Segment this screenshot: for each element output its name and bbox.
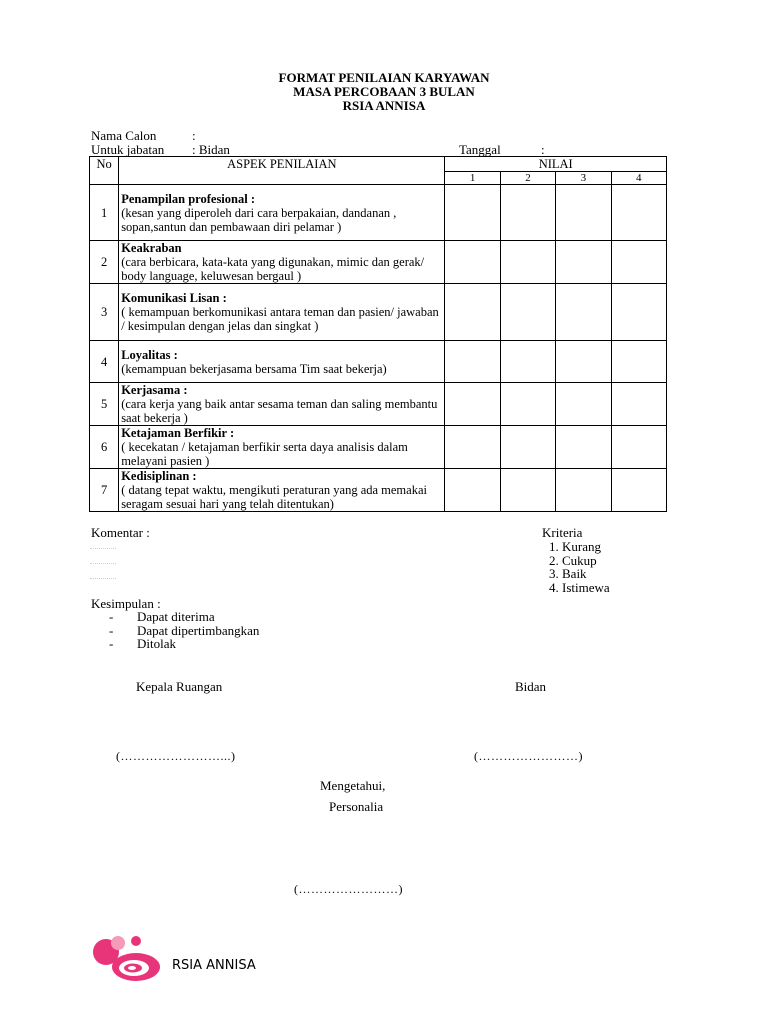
aspek-title: Loyalitas : bbox=[121, 347, 178, 362]
aspek-title: Kedisiplinan : bbox=[121, 469, 197, 483]
score-cell-3[interactable] bbox=[556, 469, 611, 512]
score-cell-4[interactable] bbox=[611, 341, 666, 383]
komentar-line-1[interactable] bbox=[90, 548, 116, 549]
score-cell-3[interactable] bbox=[556, 341, 611, 383]
score-cell-4[interactable] bbox=[611, 284, 666, 341]
row-no: 1 bbox=[90, 185, 119, 241]
table-row bbox=[90, 284, 667, 341]
score-cell-3[interactable] bbox=[556, 284, 611, 341]
tanggal-label: Tanggal bbox=[459, 142, 501, 157]
assessment-table bbox=[89, 156, 667, 512]
aspek-title: Komunikasi Lisan : bbox=[121, 291, 227, 305]
score-cell-2[interactable] bbox=[500, 383, 555, 426]
title-line-3: RSIA ANNISA bbox=[342, 98, 426, 113]
bidan-label: Bidan bbox=[515, 679, 547, 694]
row-no: 5 bbox=[90, 383, 119, 426]
table-row bbox=[90, 469, 667, 512]
mengetahui-label: Mengetahui, bbox=[320, 778, 386, 793]
kepala-ruangan-label: Kepala Ruangan bbox=[136, 679, 223, 694]
logo-text: RSIA ANNISA bbox=[172, 958, 256, 973]
aspek-desc: ( kecekatan / ketajaman berfikir serta daya analisis dalam melayani pasien ) bbox=[121, 440, 408, 468]
score-cell-3[interactable] bbox=[556, 426, 611, 469]
score-cell-1[interactable] bbox=[445, 383, 500, 426]
score-cell-2[interactable] bbox=[500, 284, 555, 341]
score-cell-2[interactable] bbox=[500, 185, 555, 241]
score-cell-1[interactable] bbox=[445, 284, 500, 341]
nama-colon: : bbox=[192, 128, 196, 143]
signature-line-right: (……………………) bbox=[474, 749, 583, 763]
kriteria-list bbox=[540, 540, 610, 594]
score-header-4: 4 bbox=[611, 172, 666, 185]
score-cell-4[interactable] bbox=[611, 469, 666, 512]
kriteria-item: 1. Kurang bbox=[562, 540, 610, 554]
row-aspek bbox=[119, 383, 445, 426]
aspek-desc: (cara kerja yang baik antar sesama teman dan saling membantu saat bekerja ) bbox=[121, 397, 438, 425]
score-cell-4[interactable] bbox=[611, 241, 666, 284]
col-no-header: No bbox=[90, 157, 119, 185]
score-cell-4[interactable] bbox=[611, 383, 666, 426]
row-no: 4 bbox=[90, 341, 119, 383]
score-header-3: 3 bbox=[556, 172, 611, 185]
kriteria-item: 2. Cukup bbox=[562, 554, 610, 568]
nama-label: Nama Calon bbox=[91, 128, 157, 143]
rsia-annisa-logo-icon bbox=[92, 934, 172, 984]
score-cell-4[interactable] bbox=[611, 426, 666, 469]
table-row bbox=[90, 426, 667, 469]
tanggal-colon: : bbox=[541, 142, 545, 157]
aspek-desc: (kemampuan bekerjasama bersama Tim saat bekerja) bbox=[121, 361, 387, 376]
row-aspek bbox=[119, 241, 445, 284]
table-row bbox=[90, 241, 667, 284]
row-no: 7 bbox=[90, 469, 119, 512]
kesimpulan-item: - Ditolak bbox=[109, 637, 259, 651]
row-aspek bbox=[119, 469, 445, 512]
kesimpulan-label: Kesimpulan : bbox=[91, 596, 161, 611]
aspek-desc: (cara berbicara, kata-kata yang digunakan, mimic dan gerak/ body language, keluwesan bergaul ) bbox=[121, 255, 425, 283]
score-cell-2[interactable] bbox=[500, 469, 555, 512]
score-cell-3[interactable] bbox=[556, 185, 611, 241]
kriteria-label: Kriteria bbox=[542, 525, 583, 540]
col-nilai-header: NILAI bbox=[445, 157, 667, 172]
aspek-title: Ketajaman Berfikir : bbox=[121, 426, 235, 440]
score-cell-3[interactable] bbox=[556, 383, 611, 426]
kesimpulan-item: - Dapat diterima bbox=[109, 610, 259, 624]
document-title bbox=[0, 71, 768, 113]
kesimpulan-list bbox=[109, 610, 259, 651]
row-aspek bbox=[119, 341, 445, 383]
aspek-desc: ( datang tepat waktu, mengikuti peraturan yang ada memakai seragam sesuai hari yang telah ditentukan) bbox=[121, 483, 427, 511]
jabatan-label: Untuk jabatan bbox=[91, 142, 165, 157]
aspek-title: Kerjasama : bbox=[121, 383, 188, 397]
aspek-desc: (kesan yang diperoleh dari cara berpakaian, dandanan , sopan,santun dan pembawaan diri pelamar ) bbox=[121, 205, 397, 234]
kriteria-item: 3. Baik bbox=[562, 567, 610, 581]
komentar-line-3[interactable] bbox=[90, 578, 116, 579]
signature-line-bottom: (……………………) bbox=[294, 882, 403, 896]
score-cell-2[interactable] bbox=[500, 341, 555, 383]
signature-line-left: (……………………...) bbox=[116, 749, 236, 763]
score-cell-1[interactable] bbox=[445, 341, 500, 383]
personalia-label: Personalia bbox=[329, 799, 384, 814]
score-cell-4[interactable] bbox=[611, 185, 666, 241]
row-aspek bbox=[119, 426, 445, 469]
aspek-title: Penampilan profesional : bbox=[121, 191, 255, 206]
row-no: 2 bbox=[90, 241, 119, 284]
aspek-desc: ( kemampuan berkomunikasi antara teman dan pasien/ jawaban / kesimpulan dengan jelas dan singkat ) bbox=[121, 305, 439, 333]
table-row bbox=[90, 383, 667, 426]
title-line-1: FORMAT PENILAIAN KARYAWAN bbox=[278, 70, 490, 85]
score-cell-1[interactable] bbox=[445, 241, 500, 284]
table-row bbox=[90, 185, 667, 241]
score-cell-1[interactable] bbox=[445, 185, 500, 241]
row-no: 6 bbox=[90, 426, 119, 469]
row-aspek bbox=[119, 284, 445, 341]
komentar-label: Komentar : bbox=[91, 525, 150, 540]
kesimpulan-item: - Dapat dipertimbangkan bbox=[109, 624, 259, 638]
score-cell-1[interactable] bbox=[445, 426, 500, 469]
row-aspek bbox=[119, 185, 445, 241]
title-line-2: MASA PERCOBAAN 3 BULAN bbox=[293, 84, 475, 99]
score-cell-2[interactable] bbox=[500, 241, 555, 284]
score-cell-1[interactable] bbox=[445, 469, 500, 512]
jabatan-value: : Bidan bbox=[192, 142, 230, 157]
score-cell-2[interactable] bbox=[500, 426, 555, 469]
col-aspek-header: ASPEK PENILAIAN bbox=[119, 157, 445, 185]
score-cell-3[interactable] bbox=[556, 241, 611, 284]
row-no: 3 bbox=[90, 284, 119, 341]
kriteria-item: 4. Istimewa bbox=[562, 581, 610, 595]
komentar-line-2[interactable] bbox=[90, 563, 116, 564]
table-row bbox=[90, 341, 667, 383]
score-header-1: 1 bbox=[445, 172, 500, 185]
score-header-2: 2 bbox=[500, 172, 555, 185]
aspek-title: Keakraban bbox=[121, 241, 182, 255]
